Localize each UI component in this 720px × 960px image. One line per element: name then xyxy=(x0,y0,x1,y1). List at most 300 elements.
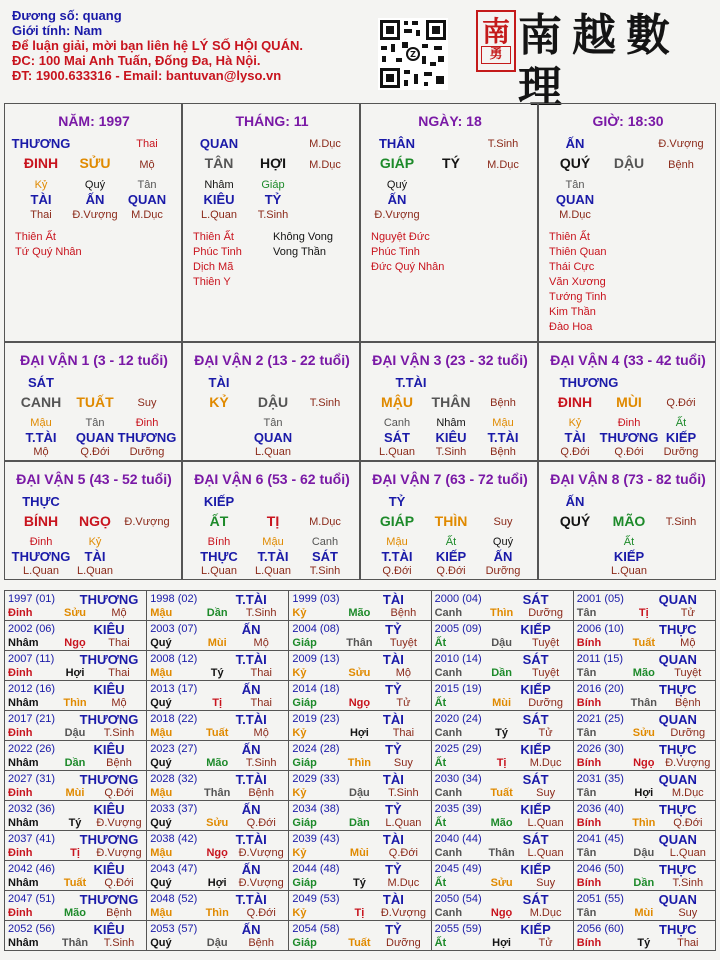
year-label: 2016 (20) xyxy=(576,683,624,695)
heaven-god: THƯƠNG xyxy=(11,136,71,151)
dai-van-box xyxy=(360,342,538,461)
year-stem: Canh xyxy=(434,907,463,919)
year-branch: Mùi xyxy=(349,847,369,859)
year-stage: Dưỡng xyxy=(670,727,706,739)
year-god: ẤN xyxy=(241,622,261,637)
hidden-god: T.TÀI xyxy=(487,430,519,445)
year-stem: Đinh xyxy=(8,607,33,619)
branch-stage: Suy xyxy=(137,397,157,409)
year-cell xyxy=(146,800,289,831)
year-god: KIÊU xyxy=(93,682,125,697)
year-stem: Ất xyxy=(434,637,447,649)
brand-logo-text: 南越數理 xyxy=(518,10,680,113)
year-label: 2032 (36) xyxy=(8,803,56,815)
phone-email-line[interactable]: ĐT: 1900.633316 - Email: bantuvan@lyso.vn xyxy=(12,68,282,83)
heaven-stem: MẬU xyxy=(381,394,413,410)
year-stage: Suy xyxy=(393,757,413,769)
dai-van-title: ĐẠI VẬN 2 (13 - 22 tuổi) xyxy=(194,352,350,368)
year-god: SÁT xyxy=(522,772,549,787)
year-branch: Dậu xyxy=(349,787,370,799)
star-name: Thiên Ất xyxy=(15,231,56,243)
year-label: 2037 (41) xyxy=(8,833,56,845)
branch-stage: T.Sinh xyxy=(309,397,341,409)
year-stem: Bính xyxy=(576,637,602,649)
life-stage: Thai xyxy=(30,209,52,221)
year-stem: Ất xyxy=(434,817,447,829)
year-label: 2049 (53) xyxy=(292,893,340,905)
life-stage: Q.Đới xyxy=(560,446,590,458)
year-god: T.TÀI xyxy=(235,892,267,907)
year-god: THỰC xyxy=(659,922,697,937)
hidden-god: T.TÀI xyxy=(257,549,289,564)
year-stem: Đinh xyxy=(8,787,33,799)
life-stage: Q.Đới xyxy=(614,446,644,458)
year-god: QUAN xyxy=(658,652,697,667)
year-branch: Tuất xyxy=(632,637,655,649)
year-branch: Mùi xyxy=(207,637,227,649)
year-cell xyxy=(146,590,289,621)
year-branch: Dần xyxy=(491,667,512,679)
hidden-stem: Mậu xyxy=(386,536,408,548)
year-label: 2052 (56) xyxy=(8,923,56,935)
hidden-stem: Bính xyxy=(207,536,231,548)
pillar-box xyxy=(360,103,538,342)
yearly-luck-grid xyxy=(4,590,715,950)
year-cell xyxy=(431,590,574,621)
year-stage: L.Quan xyxy=(527,847,564,859)
year-cell xyxy=(288,740,431,771)
year-god: T.TÀI xyxy=(235,592,267,607)
year-stage: Thai xyxy=(108,637,130,649)
year-cell xyxy=(573,800,716,831)
year-branch: Mùi xyxy=(492,697,512,709)
year-stage: T.Sinh xyxy=(245,607,277,619)
hidden-stem: Mậu xyxy=(262,536,284,548)
year-god: SÁT xyxy=(522,592,549,607)
earth-branch: HỢI xyxy=(260,155,286,171)
hidden-stem: Ất xyxy=(623,536,635,548)
year-stage: Mộ xyxy=(111,697,127,709)
branch-stage: Suy xyxy=(493,516,513,528)
year-stage: Đ.Vượng xyxy=(665,757,711,769)
year-stem: Nhâm xyxy=(8,877,39,889)
year-cell xyxy=(288,680,431,711)
year-cell xyxy=(146,740,289,771)
year-stem: Mậu xyxy=(150,607,173,619)
dai-van-god: ẤN xyxy=(565,494,585,509)
year-god: KIẾP xyxy=(520,862,551,877)
hidden-god: QUAN xyxy=(253,430,293,445)
gender: Giới tính: Nam xyxy=(12,23,103,38)
year-cell xyxy=(431,800,574,831)
year-god: TỶ xyxy=(385,622,402,637)
year-god: KIẾP xyxy=(520,622,551,637)
life-stage: L.Quan xyxy=(200,565,238,577)
year-cell xyxy=(573,590,716,621)
heaven-stem: ĐINH xyxy=(557,394,593,410)
life-stage: Dưỡng xyxy=(129,446,165,458)
year-cell xyxy=(431,650,574,681)
year-stem: Canh xyxy=(434,607,463,619)
year-stage: Đ.Vượng xyxy=(238,847,284,859)
year-cell xyxy=(573,650,716,681)
year-stem: Mậu xyxy=(150,727,173,739)
year-label: 1998 (02) xyxy=(150,593,198,605)
year-label: 2012 (16) xyxy=(8,683,56,695)
year-stem: Kỷ xyxy=(292,667,307,679)
year-stage: M.Dục xyxy=(671,787,704,799)
year-god: SÁT xyxy=(522,652,549,667)
year-stage: L.Quan xyxy=(385,817,422,829)
year-stage: Tuyệt xyxy=(532,667,560,679)
year-cell xyxy=(146,770,289,801)
god-stage: T.Sinh xyxy=(487,138,519,150)
hidden-god: TÀI xyxy=(84,549,106,564)
year-god: KIẾP xyxy=(520,682,551,697)
year-god: TỶ xyxy=(385,742,402,757)
year-stage: Thai xyxy=(250,697,272,709)
year-stem: Nhâm xyxy=(8,757,39,769)
life-stage: L.Quan xyxy=(22,565,60,577)
life-stage: T.Sinh xyxy=(257,209,289,221)
year-stem: Quý xyxy=(150,937,172,949)
year-branch: Thân xyxy=(346,637,373,649)
year-stem: Bính xyxy=(576,877,602,889)
dai-van-god: SÁT xyxy=(28,375,54,390)
year-cell xyxy=(573,770,716,801)
year-cell xyxy=(4,800,147,831)
year-stem: Mậu xyxy=(150,847,173,859)
branch-stage: Bệnh xyxy=(490,397,516,409)
hidden-stem: Ất xyxy=(445,536,457,548)
year-stem: Quý xyxy=(150,637,172,649)
year-stem: Đinh xyxy=(8,847,33,859)
life-stage: Dưỡng xyxy=(485,565,521,577)
qr-code-icon[interactable] xyxy=(378,18,448,90)
year-cell xyxy=(288,860,431,891)
dai-van-god: THƯƠNG xyxy=(559,375,619,390)
year-label: 2005 (09) xyxy=(434,623,482,635)
year-label: 2009 (13) xyxy=(292,653,340,665)
year-cell xyxy=(288,830,431,861)
year-god: TỶ xyxy=(385,922,402,937)
year-stem: Nhâm xyxy=(8,937,39,949)
year-stem: Bính xyxy=(576,937,602,949)
heaven-stem: KỶ xyxy=(209,394,229,410)
year-god: T.TÀI xyxy=(235,712,267,727)
year-god: TÀI xyxy=(382,592,404,607)
year-branch: Ngọ xyxy=(64,637,86,649)
year-branch: Sửu xyxy=(206,817,229,829)
hidden-god: QUAN xyxy=(127,192,167,207)
year-cell xyxy=(4,740,147,771)
branch-stage: Đ.Vượng xyxy=(124,516,170,528)
year-cell xyxy=(573,890,716,921)
pillar-title: NGÀY: 18 xyxy=(418,113,482,129)
year-stage: Bệnh xyxy=(248,787,275,799)
hidden-god: ẤN xyxy=(85,192,105,207)
year-branch: Thìn xyxy=(632,817,656,829)
year-branch: Ngọ xyxy=(206,847,228,859)
hidden-god: TÀI xyxy=(30,192,52,207)
life-stage: Q.Đới xyxy=(436,565,466,577)
year-branch: Sửu xyxy=(63,607,87,619)
year-god: QUAN xyxy=(658,892,697,907)
branch-stage: Bệnh xyxy=(668,159,694,171)
year-stage: Thai xyxy=(250,667,272,679)
life-stage: Dưỡng xyxy=(663,446,699,458)
hidden-god: SÁT xyxy=(384,430,410,445)
chart-header xyxy=(12,8,372,83)
pillar-title: THÁNG: 11 xyxy=(235,113,309,129)
heaven-god: ẤN xyxy=(565,136,585,151)
earth-branch: THÂN xyxy=(431,394,471,410)
year-cell xyxy=(573,710,716,741)
year-label: 2023 (27) xyxy=(150,743,198,755)
pillar-box xyxy=(4,103,182,342)
year-stem: Bính xyxy=(576,817,602,829)
year-god: THƯƠNG xyxy=(79,652,139,667)
year-label: 2027 (31) xyxy=(8,773,56,785)
earth-branch: MÃO xyxy=(612,513,646,529)
year-stage: Tuyệt xyxy=(674,667,702,679)
year-label: 2024 (28) xyxy=(292,743,340,755)
life-stage: L.Quan xyxy=(254,446,292,458)
year-branch: Tị xyxy=(638,607,649,619)
year-label: 2017 (21) xyxy=(8,713,56,725)
year-cell xyxy=(146,890,289,921)
pillar-title: GIỜ: 18:30 xyxy=(592,113,664,129)
hidden-stem: Nhâm xyxy=(204,179,234,191)
year-label: 2000 (04) xyxy=(434,593,482,605)
life-stage: T.Sinh xyxy=(435,446,467,458)
hidden-god: ẤN xyxy=(387,192,407,207)
year-cell xyxy=(431,830,574,861)
star-name: Văn Xương xyxy=(549,276,606,288)
year-god: THƯƠNG xyxy=(79,712,139,727)
year-cell xyxy=(146,650,289,681)
star-name: Phúc Tinh xyxy=(371,246,420,258)
year-stem: Giáp xyxy=(292,937,317,949)
year-label: 2029 (33) xyxy=(292,773,340,785)
year-cell xyxy=(573,680,716,711)
year-label: 2036 (40) xyxy=(576,803,624,815)
year-stage: Dưỡng xyxy=(528,697,563,709)
heaven-stem: GIÁP xyxy=(379,513,415,529)
year-label: 2043 (47) xyxy=(150,863,198,875)
year-stem: Ất xyxy=(434,877,447,889)
year-god: THỰC xyxy=(659,862,697,877)
year-stem: Quý xyxy=(150,757,172,769)
year-stage: M.Dục xyxy=(529,757,562,769)
star-name: Đức Quý Nhân xyxy=(371,261,445,273)
year-branch: Dần xyxy=(633,877,655,889)
year-label: 2002 (06) xyxy=(8,623,56,635)
life-stage: M.Dục xyxy=(559,209,591,221)
year-stem: Nhâm xyxy=(8,637,39,649)
star-name: Đào Hoa xyxy=(549,321,593,333)
hidden-stem: Tân xyxy=(565,179,585,191)
year-cell xyxy=(146,920,289,951)
hidden-stem: Giáp xyxy=(261,179,285,191)
year-stage: Q.Đới xyxy=(246,817,276,829)
year-stem: Kỷ xyxy=(292,907,307,919)
hidden-stem: Quý xyxy=(84,179,106,191)
dai-van-title: ĐẠI VẬN 5 (43 - 52 tuổi) xyxy=(16,471,172,487)
hidden-god: KIÊU xyxy=(435,430,467,445)
hidden-stem: Đinh xyxy=(29,536,53,548)
year-cell xyxy=(431,710,574,741)
year-label: 2007 (11) xyxy=(8,653,55,665)
year-branch: Mùi xyxy=(634,907,654,919)
year-stem: Canh xyxy=(434,667,463,679)
year-stem: Kỷ xyxy=(292,787,307,799)
year-god: T.TÀI xyxy=(235,652,267,667)
year-label: 2031 (35) xyxy=(576,773,624,785)
star-name: Nguyệt Đức xyxy=(371,231,430,243)
year-stem: Ất xyxy=(434,757,447,769)
year-stage: Dưỡng xyxy=(528,607,563,619)
year-stem: Giáp xyxy=(292,877,317,889)
year-cell xyxy=(288,710,431,741)
year-cell xyxy=(288,620,431,651)
life-stage: Q.Đới xyxy=(382,565,412,577)
pillar-title: NĂM: 1997 xyxy=(58,113,130,129)
year-branch: Dậu xyxy=(64,727,86,739)
year-stage: Mộ xyxy=(253,637,269,649)
year-cell xyxy=(4,860,147,891)
year-branch: Tuất xyxy=(348,937,371,949)
year-branch: Mão xyxy=(632,667,655,679)
year-stem: Quý xyxy=(150,697,172,709)
year-branch: Mão xyxy=(348,607,371,619)
year-branch: Tị xyxy=(212,697,223,709)
year-label: 2053 (57) xyxy=(150,923,198,935)
year-cell xyxy=(431,920,574,951)
year-god: TÀI xyxy=(382,712,404,727)
year-branch: Sửu xyxy=(632,727,655,739)
year-god: KIẾP xyxy=(520,742,551,757)
dai-van-title: ĐẠI VẬN 3 (23 - 32 tuổi) xyxy=(372,352,528,368)
hidden-stem: Đinh xyxy=(135,417,159,429)
year-god: QUAN xyxy=(658,772,697,787)
earth-branch: DẬU xyxy=(257,394,289,410)
year-god: TỶ xyxy=(385,802,402,817)
dai-van-god: THỰC xyxy=(22,494,60,509)
year-label: 2001 (05) xyxy=(576,593,624,605)
branch-stage: M.Dục xyxy=(309,159,341,171)
dai-van-title: ĐẠI VẬN 6 (53 - 62 tuổi) xyxy=(194,471,350,487)
year-stage: L.Quan xyxy=(669,847,706,859)
year-god: TỶ xyxy=(385,862,402,877)
year-stage: Suy xyxy=(536,877,556,889)
heaven-god: QUAN xyxy=(199,136,239,151)
dai-van-god: T.TÀI xyxy=(395,375,427,390)
year-stem: Kỷ xyxy=(292,607,307,619)
year-stem: Kỷ xyxy=(292,727,307,739)
year-label: 2026 (30) xyxy=(576,743,624,755)
dai-van-title: ĐẠI VẬN 1 (3 - 12 tuổi) xyxy=(20,352,168,368)
year-god: TÀI xyxy=(382,772,404,787)
year-cell xyxy=(573,740,716,771)
year-god: THỰC xyxy=(659,742,697,757)
year-label: 2011 (15) xyxy=(576,653,624,665)
hidden-god: KIẾP xyxy=(435,549,467,564)
hidden-stem: Mậu xyxy=(30,417,52,429)
branch-stage: T.Sinh xyxy=(665,516,697,528)
year-cell xyxy=(4,590,147,621)
year-cell xyxy=(573,620,716,651)
star-name: Thiên Y xyxy=(193,276,231,288)
year-stem: Canh xyxy=(434,787,463,799)
year-stage: T.Sinh xyxy=(388,787,419,799)
year-stem: Canh xyxy=(434,847,463,859)
year-branch: Tuất xyxy=(63,877,87,889)
hidden-stem: Canh xyxy=(383,417,411,429)
dai-van-title: ĐẠI VẬN 4 (33 - 42 tuổi) xyxy=(550,352,706,368)
star-name: Thiên Ất xyxy=(193,231,234,243)
year-cell xyxy=(4,830,147,861)
god-stage: M.Dục xyxy=(309,138,341,150)
year-stem: Tân xyxy=(576,667,597,679)
hidden-stem: Mậu xyxy=(492,417,514,429)
year-cell xyxy=(573,920,716,951)
year-cell xyxy=(431,890,574,921)
year-cell xyxy=(146,680,289,711)
life-stage: L.Quan xyxy=(610,565,648,577)
year-stem: Ất xyxy=(434,697,447,709)
pillar-box xyxy=(182,103,360,342)
year-label: 2010 (14) xyxy=(434,653,482,665)
dai-van-title: ĐẠI VẬN 8 (73 - 82 tuổi) xyxy=(550,471,706,487)
year-stem: Tân xyxy=(576,787,597,799)
year-god: SÁT xyxy=(522,832,549,847)
year-god: THƯƠNG xyxy=(79,772,139,787)
year-cell xyxy=(288,920,431,951)
year-stage: Đ.Vượng xyxy=(238,877,284,889)
year-label: 2056 (60) xyxy=(576,923,624,935)
year-stem: Bính xyxy=(576,697,602,709)
year-label: 2040 (44) xyxy=(434,833,482,845)
heaven-stem: QUÝ xyxy=(559,513,591,529)
year-god: TÀI xyxy=(382,832,404,847)
year-cell xyxy=(4,770,147,801)
year-god: THỰC xyxy=(659,802,697,817)
branch-stage: Mộ xyxy=(139,159,155,171)
year-stem: Nhâm xyxy=(8,817,39,829)
heaven-stem: ẤT xyxy=(209,513,229,529)
year-stage: Q.Đới xyxy=(246,907,276,919)
year-stage: M.Dục xyxy=(529,907,562,919)
star-name: Thái Cực xyxy=(549,261,595,273)
branch-stage: Q.Đới xyxy=(666,397,696,409)
star-name: Tướng Tinh xyxy=(549,291,607,303)
hidden-god: THỰC xyxy=(200,549,238,564)
year-stage: Đ.Vượng xyxy=(380,907,426,919)
hidden-stem: Tân xyxy=(137,179,157,191)
hidden-god: THƯƠNG xyxy=(11,549,71,564)
year-label: 2038 (42) xyxy=(150,833,198,845)
year-branch: Dậu xyxy=(206,937,228,949)
life-stage: L.Quan xyxy=(76,565,114,577)
year-stage: Bệnh xyxy=(674,697,701,709)
year-stem: Quý xyxy=(150,877,172,889)
year-stage: Bệnh xyxy=(106,907,132,919)
year-god: KIÊU xyxy=(93,922,125,937)
year-cell xyxy=(431,680,574,711)
year-cell xyxy=(431,740,574,771)
year-branch: Sửu xyxy=(490,877,513,889)
